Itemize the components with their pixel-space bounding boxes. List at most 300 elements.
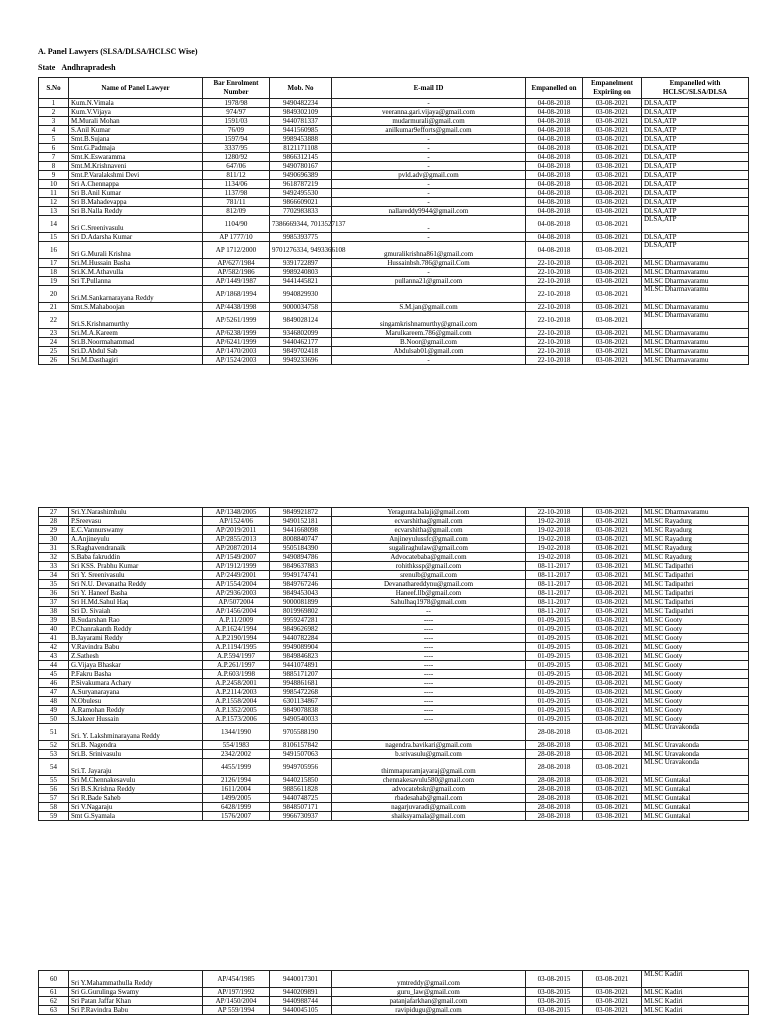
table-cell: 34 <box>39 571 69 580</box>
table-cell: 03-08-2021 <box>583 517 642 526</box>
table-cell: 36 <box>39 589 69 598</box>
table-cell: 9000081899 <box>270 598 332 607</box>
table-cell: A.P.1624/1994 <box>203 625 270 634</box>
table-cell: MLSC Dharmavaramu <box>642 303 749 312</box>
state-line <box>38 63 116 72</box>
table-cell: 04-08-2018 <box>526 99 583 108</box>
table-cell: 21 <box>39 303 69 312</box>
table-cell: Sri. Y. Lakshminarayana Reddy <box>69 724 203 741</box>
header-empanelled-with: Empanelled with HCLSC/SLSA/DLSA <box>642 78 749 99</box>
table-cell: 14 <box>39 216 69 233</box>
table-cell: A.Suryanarayana <box>69 688 203 697</box>
table-body <box>39 971 749 1015</box>
table-cell: MLSC Guntakal <box>642 785 749 794</box>
table-row <box>39 117 749 126</box>
table-cell: Sri A.Chennappa <box>69 180 203 189</box>
table-cell: 01-09-2015 <box>526 661 583 670</box>
table-cell: 8106157842 <box>270 741 332 750</box>
table-cell: 9441668098 <box>270 526 332 535</box>
table-cell: 9440017301 <box>270 971 332 988</box>
table-cell: ---- <box>332 616 526 625</box>
table-cell: DLSA,ATP <box>642 153 749 162</box>
table-cell: 49 <box>39 706 69 715</box>
table-cell: DLSA,ATP <box>642 108 749 117</box>
table-cell: 29 <box>39 526 69 535</box>
table-cell: 9989240803 <box>270 268 332 277</box>
table-cell: 03-08-2021 <box>583 126 642 135</box>
table-cell: shaiksyamala@gmail.com <box>332 812 526 821</box>
table-cell: 6301134867 <box>270 697 332 706</box>
table-cell: Sri H.Md.Sahul Haq <box>69 598 203 607</box>
table-cell: Sahulhaq1978@gmail.com <box>332 598 526 607</box>
table-row <box>39 580 749 589</box>
table-row <box>39 198 749 207</box>
table-row <box>39 517 749 526</box>
table-cell: 9440209891 <box>270 988 332 997</box>
table-row <box>39 553 749 562</box>
table-cell: 03-08-2021 <box>583 117 642 126</box>
table-cell: A.P.2114/2003 <box>203 688 270 697</box>
table-cell: MLSC Gooty <box>642 661 749 670</box>
table-cell: 33 <box>39 562 69 571</box>
table-cell: AP/1524/06 <box>203 517 270 526</box>
table-cell: 22-10-2018 <box>526 277 583 286</box>
table-cell: 48 <box>39 697 69 706</box>
table-cell: 01-09-2015 <box>526 679 583 688</box>
table-cell: 16 <box>39 242 69 259</box>
table-cell: DLSA,ATP <box>642 126 749 135</box>
table-cell: 9440462177 <box>270 338 332 347</box>
table-cell: 19-02-2018 <box>526 544 583 553</box>
table-cell: Sri G.Murali Krishna <box>69 242 203 259</box>
table-body <box>39 508 749 821</box>
table-cell: 03-08-2021 <box>583 661 642 670</box>
table-cell: 04-08-2018 <box>526 135 583 144</box>
table-cell: ---- <box>332 634 526 643</box>
table-cell: 04-08-2018 <box>526 108 583 117</box>
table-cell: DLSA,ATP <box>642 135 749 144</box>
table-row <box>39 242 749 259</box>
table-cell: 15 <box>39 233 69 242</box>
table-cell: 4 <box>39 126 69 135</box>
table-cell: DLSA,ATP <box>642 207 749 216</box>
table-row <box>39 153 749 162</box>
table-row <box>39 162 749 171</box>
table-cell: 19-02-2018 <box>526 535 583 544</box>
table-cell: MLSC Tadipathri <box>642 589 749 598</box>
table-cell: ymtreddy@gmail.com <box>332 971 526 988</box>
table-row <box>39 741 749 750</box>
table-cell: 1104/90 <box>203 216 270 233</box>
table-cell: 04-08-2018 <box>526 153 583 162</box>
table-cell: 03-08-2021 <box>583 634 642 643</box>
table-cell: 9849302109 <box>270 108 332 117</box>
table-cell: AP/2087/2014 <box>203 544 270 553</box>
table-row <box>39 508 749 517</box>
table-cell: AP/1348/2005 <box>203 508 270 517</box>
table-cell: Sri D.Adarsha Kumar <box>69 233 203 242</box>
table-cell: ---- <box>332 625 526 634</box>
table-cell: 03-08-2021 <box>583 571 642 580</box>
table-cell: 03-08-2015 <box>526 1006 583 1015</box>
table-cell: 03-08-2021 <box>583 589 642 598</box>
table-row <box>39 759 749 776</box>
table-cell: Sri.T. Jayaraju <box>69 759 203 776</box>
table-cell: 9849702418 <box>270 347 332 356</box>
header-expiring-on: Empanelment Expiriing on <box>583 78 642 99</box>
table-cell: MLSC Guntakal <box>642 803 749 812</box>
table-cell: MLSC Uravakonda <box>642 741 749 750</box>
table-row <box>39 144 749 153</box>
table-cell: 56 <box>39 785 69 794</box>
table-cell: MLSC Guntakal <box>642 776 749 785</box>
table-cell: 7702983833 <box>270 207 332 216</box>
table-cell: 03-08-2021 <box>583 268 642 277</box>
table-cell: 8 <box>39 162 69 171</box>
table-cell: 23 <box>39 329 69 338</box>
table-cell: 22-10-2018 <box>526 508 583 517</box>
table-cell: 03-08-2021 <box>583 233 642 242</box>
table-cell: 4455/1999 <box>203 759 270 776</box>
table-cell: 01-09-2015 <box>526 715 583 724</box>
table-cell: 9885171207 <box>270 670 332 679</box>
table-cell: Sri G.Gurulinga Swamy <box>69 988 203 997</box>
table-cell: Smt G.Syamala <box>69 812 203 821</box>
table-cell: 03-08-2015 <box>526 971 583 988</box>
table-cell: 9490780167 <box>270 162 332 171</box>
table-cell: A.P.1352/2005 <box>203 706 270 715</box>
table-cell: 1 <box>39 99 69 108</box>
table-cell: ---- <box>332 715 526 724</box>
table-cell: MLSC Gooty <box>642 706 749 715</box>
table-cell: 9949233696 <box>270 356 332 365</box>
table-row <box>39 785 749 794</box>
table-cell: 28-08-2018 <box>526 812 583 821</box>
table-row <box>39 652 749 661</box>
table-cell: 2126/1994 <box>203 776 270 785</box>
table-cell: 03-08-2021 <box>583 303 642 312</box>
table-row <box>39 1006 749 1015</box>
table-cell: ---- <box>332 679 526 688</box>
table-cell: P.Chanrakanth Reddy <box>69 625 203 634</box>
table-cell: - <box>332 216 526 233</box>
table-cell: 9949705956 <box>270 759 332 776</box>
table-cell: 45 <box>39 670 69 679</box>
table-cell: Smt.S.Mahaboojan <box>69 303 203 312</box>
table-row <box>39 571 749 580</box>
table-cell: 01-09-2015 <box>526 616 583 625</box>
table-row <box>39 171 749 180</box>
state-value: Andhrapradesh <box>61 63 116 72</box>
table-row <box>39 697 749 706</box>
table-cell: S.Baba fakruddin <box>69 553 203 562</box>
table-row <box>39 616 749 625</box>
table-cell: 9849453043 <box>270 589 332 598</box>
table-cell: Sri.M.A.Kareem <box>69 329 203 338</box>
table-body <box>39 99 749 365</box>
table-cell: MLSC Rayadurg <box>642 553 749 562</box>
table-cell: nagarjuvaradi@gmail.com <box>332 803 526 812</box>
table-cell: 22 <box>39 312 69 329</box>
table-cell: 01-09-2015 <box>526 688 583 697</box>
table-cell: 08-11-2017 <box>526 571 583 580</box>
table-cell: 9849626982 <box>270 625 332 634</box>
table-cell: Sri.Y.Narashimhulu <box>69 508 203 517</box>
table-cell: MLSC Kadiri <box>642 997 749 1006</box>
table-cell: 9985393775 <box>270 233 332 242</box>
table-cell: MLSC Uravakonda <box>642 750 749 759</box>
header-mobile: Mob. No <box>270 78 332 99</box>
table-cell: Kum.N.Vimala <box>69 99 203 108</box>
table-cell: 03-08-2021 <box>583 135 642 144</box>
table-cell: AP/1554/2004 <box>203 580 270 589</box>
header-empanelled-on: Empanelled on <box>526 78 583 99</box>
table-cell: 22-10-2018 <box>526 303 583 312</box>
table-cell: 28-08-2018 <box>526 794 583 803</box>
table-cell: 59 <box>39 812 69 821</box>
table-cell: 22-10-2018 <box>526 312 583 329</box>
table-row <box>39 598 749 607</box>
table-cell: 03-08-2021 <box>583 988 642 997</box>
table-row <box>39 312 749 329</box>
table-row <box>39 526 749 535</box>
table-cell: 9440748725 <box>270 794 332 803</box>
table-cell: ---- <box>332 661 526 670</box>
table-cell: AP/582/1986 <box>203 268 270 277</box>
table-cell: MLSC Gooty <box>642 643 749 652</box>
table-cell: 9949089904 <box>270 643 332 652</box>
table-cell: 9490152181 <box>270 517 332 526</box>
table-row <box>39 356 749 365</box>
table-cell: Sri Y.Mahammathulla Reddy <box>69 971 203 988</box>
table-cell: 01-09-2015 <box>526 625 583 634</box>
table-cell: MLSC Dharmavaramu <box>642 277 749 286</box>
table-cell: 01-09-2015 <box>526 706 583 715</box>
table-row <box>39 688 749 697</box>
table-cell: 55 <box>39 776 69 785</box>
table-cell: 04-08-2018 <box>526 198 583 207</box>
table-cell: 03-08-2021 <box>583 171 642 180</box>
table-cell: 13 <box>39 207 69 216</box>
table-row <box>39 625 749 634</box>
table-cell: 46 <box>39 679 69 688</box>
table-cell: 9 <box>39 171 69 180</box>
table-cell: AP/454/1985 <box>203 971 270 988</box>
table-cell: 60 <box>39 971 69 988</box>
table-cell: - <box>332 233 526 242</box>
table-row <box>39 347 749 356</box>
table-cell: MLSC Gooty <box>642 634 749 643</box>
table-cell: - <box>332 99 526 108</box>
table-cell: P.Fakru Basha <box>69 670 203 679</box>
table-cell: 9866312145 <box>270 153 332 162</box>
table-cell: 9441560985 <box>270 126 332 135</box>
table-cell: DLSA,ATP <box>642 99 749 108</box>
table-cell: Sri.B.Noormahammad <box>69 338 203 347</box>
table-cell: DLSA,ATP <box>642 171 749 180</box>
table-cell: 9490482234 <box>270 99 332 108</box>
table-cell: A.P.11/2009 <box>203 616 270 625</box>
table-cell: A.P.261/1997 <box>203 661 270 670</box>
table-cell: 9848507171 <box>270 803 332 812</box>
table-cell: 03-08-2021 <box>583 544 642 553</box>
table-row <box>39 589 749 598</box>
table-cell: DLSA,ATP <box>642 189 749 198</box>
table-row <box>39 776 749 785</box>
table-cell: 03-08-2021 <box>583 776 642 785</box>
table-cell: 03-08-2021 <box>583 553 642 562</box>
table-cell: 32 <box>39 553 69 562</box>
table-cell: Smt.G.Padmaja <box>69 144 203 153</box>
table-cell: patanjafarkhan@gmail.com <box>332 997 526 1006</box>
table-cell: 37 <box>39 598 69 607</box>
header-name: Name of Panel Lawyer <box>69 78 203 99</box>
table-cell: 8019969802 <box>270 607 332 616</box>
table-cell: 9440782284 <box>270 634 332 643</box>
table-cell: Advocatebaba@gmail.com <box>332 553 526 562</box>
table-cell: 03-08-2021 <box>583 356 642 365</box>
table-cell: - <box>332 268 526 277</box>
table-cell: - <box>332 356 526 365</box>
table-cell: 76/09 <box>203 126 270 135</box>
table-cell: 647/06 <box>203 162 270 171</box>
table-cell: 08-11-2017 <box>526 562 583 571</box>
table-cell: ---- <box>332 643 526 652</box>
table-cell: Sri T.Pullanna <box>69 277 203 286</box>
table-cell: MLSC Dharmavaramu <box>642 268 749 277</box>
table-cell: 04-08-2018 <box>526 171 583 180</box>
table-row <box>39 329 749 338</box>
table-row <box>39 108 749 117</box>
table-cell: 03-08-2021 <box>583 153 642 162</box>
table-cell: 9866609021 <box>270 198 332 207</box>
table-cell: anilkumar9efforts@gmail.com <box>332 126 526 135</box>
table-cell: 10 <box>39 180 69 189</box>
table-cell: 9849028124 <box>270 312 332 329</box>
table-cell: 22-10-2018 <box>526 268 583 277</box>
table-cell: Yeragunta.balaji@gmail.com <box>332 508 526 517</box>
table-cell: DLSA,ATP <box>642 180 749 189</box>
table-cell: 01-09-2015 <box>526 634 583 643</box>
lawyers-table-part-1 <box>38 77 749 365</box>
table-cell: 03-08-2021 <box>583 706 642 715</box>
table-cell: S.Raghavendranaik <box>69 544 203 553</box>
table-cell: MLSC Dharmavaramu <box>642 259 749 268</box>
table-row <box>39 286 749 303</box>
table-cell: - <box>332 162 526 171</box>
table-cell: MLSC Kadiri <box>642 988 749 997</box>
table-cell: 1134/06 <box>203 180 270 189</box>
table-row <box>39 126 749 135</box>
table-cell: A.P.1194/1995 <box>203 643 270 652</box>
table-cell: - <box>332 198 526 207</box>
table-cell: 03-08-2021 <box>583 741 642 750</box>
table-cell: 24 <box>39 338 69 347</box>
table-cell: Anjineyulussfc@gmail.com <box>332 535 526 544</box>
table-cell: MLSC Rayadurg <box>642 535 749 544</box>
table-cell: AP/5072004 <box>203 598 270 607</box>
table-row <box>39 180 749 189</box>
table-cell: Sri.M.Hussain Basha <box>69 259 203 268</box>
table-cell: A.P.2458/2001 <box>203 679 270 688</box>
table-cell: 47 <box>39 688 69 697</box>
table-cell: 03-08-2021 <box>583 144 642 153</box>
table-cell: 63 <box>39 1006 69 1015</box>
table-cell: 03-08-2021 <box>583 625 642 634</box>
table-cell: 03-08-2021 <box>583 688 642 697</box>
table-cell: 28-08-2018 <box>526 785 583 794</box>
table-cell: AP/2449/2001 <box>203 571 270 580</box>
table-cell: 03-08-2021 <box>583 1006 642 1015</box>
table-cell: 1591/03 <box>203 117 270 126</box>
table-cell: 03-08-2015 <box>526 997 583 1006</box>
table-cell: Sri M.Chennakesavulu <box>69 776 203 785</box>
table-cell: MLSC Guntakal <box>642 812 749 821</box>
lawyers-table-part-3 <box>38 970 749 1015</box>
table-cell: Sri.B. Srinivasulu <box>69 750 203 759</box>
table-row <box>39 803 749 812</box>
table-cell: 28-08-2018 <box>526 741 583 750</box>
table-cell: MLSC Gooty <box>642 616 749 625</box>
table-cell: 03-08-2021 <box>583 724 642 741</box>
table-row <box>39 715 749 724</box>
table-cell: AP/627/1984 <box>203 259 270 268</box>
table-cell: pullanna21@gmail.com <box>332 277 526 286</box>
state-label: State <box>38 63 56 72</box>
table-row <box>39 750 749 759</box>
table-cell: MLSC Tadipathri <box>642 562 749 571</box>
table-cell: 25 <box>39 347 69 356</box>
table-row <box>39 544 749 553</box>
table-cell: 9440988744 <box>270 997 332 1006</box>
table-cell: Smt.M.Krishnaveni <box>69 162 203 171</box>
table-cell: A.P.1573/2006 <box>203 715 270 724</box>
header-bar-enrolment: Bar Enrolment Number <box>203 78 270 99</box>
table-cell: Sri B.S.Krishna Reddy <box>69 785 203 794</box>
table-cell: MLSC Dharmavaramu <box>642 356 749 365</box>
table-cell: P.Sreevasu <box>69 517 203 526</box>
table-row <box>39 812 749 821</box>
table-cell: Sri R.Bade Saheb <box>69 794 203 803</box>
table-cell: AP/6241/1999 <box>203 338 270 347</box>
table-cell: G.Vijaya Bhaskar <box>69 661 203 670</box>
table-cell: MLSC Tadipathri <box>642 598 749 607</box>
table-cell: 03-08-2021 <box>583 785 642 794</box>
table-cell: Sri.D.Abdul Sab <box>69 347 203 356</box>
table-row <box>39 303 749 312</box>
table-cell: 9618787219 <box>270 180 332 189</box>
table-cell: 03-08-2021 <box>583 198 642 207</box>
table-cell: Sri Patan Jaffar Khan <box>69 997 203 1006</box>
table-cell: DLSA,ATP <box>642 144 749 153</box>
table-cell: 04-08-2018 <box>526 189 583 198</box>
table-cell: AP/2019/2011 <box>203 526 270 535</box>
table-cell: 03-08-2021 <box>583 259 642 268</box>
table-row <box>39 607 749 616</box>
table-cell: 22-10-2018 <box>526 286 583 303</box>
table-cell: - <box>332 144 526 153</box>
table-cell: MLSC Gooty <box>642 688 749 697</box>
table-cell: 35 <box>39 580 69 589</box>
table-cell: A.P.594/1997 <box>203 652 270 661</box>
table-cell: A.Anjineyulu <box>69 535 203 544</box>
table-cell: 9849921872 <box>270 508 332 517</box>
table-cell: 51 <box>39 724 69 741</box>
table-row <box>39 277 749 286</box>
table-cell: 38 <box>39 607 69 616</box>
table-row <box>39 679 749 688</box>
table-cell: 54 <box>39 759 69 776</box>
